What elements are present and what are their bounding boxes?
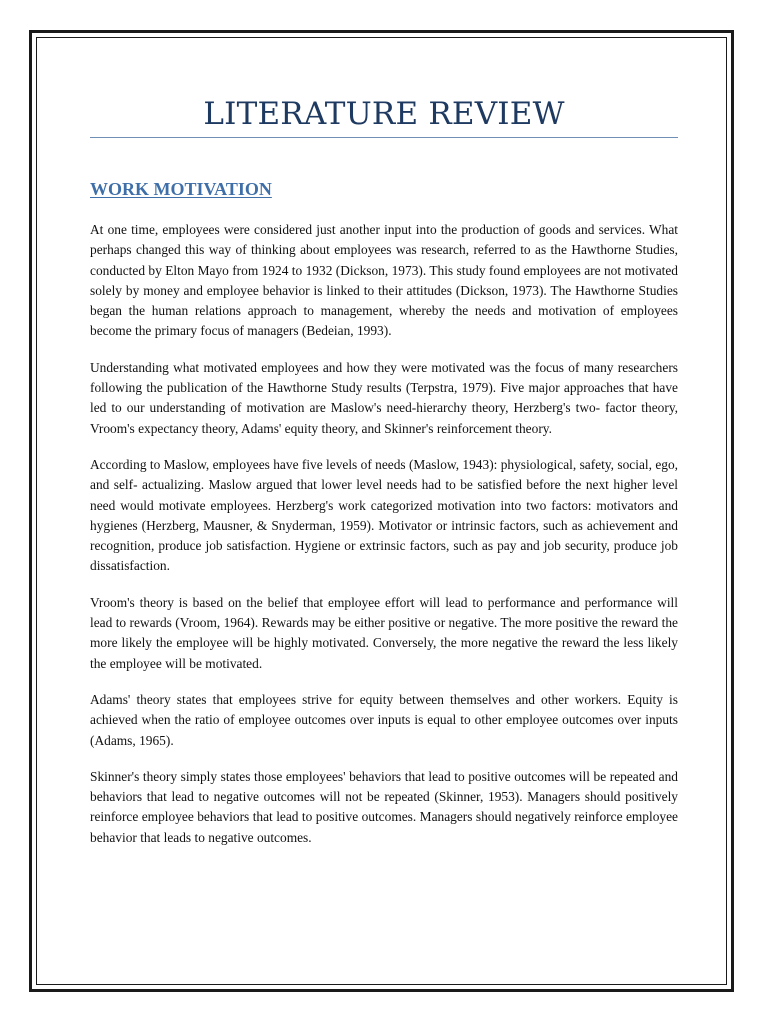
paragraph-motivation-approaches: Understanding what motivated employees and how they were motivated was the focus of many researchers following the publication of the Hawthorne Study results (Terpstra, 1979). Five major approaches that have led to our understanding of motivation are Maslow's need-hierarchy theory, Herzberg's two- factor theory, Vroom's expectancy theory, Adams' equity theory, and Skinner's reinforcement theory. xyxy=(90,359,678,436)
paragraph-maslow-herzberg: According to Maslow, employees have five levels of needs (Maslow, 1943): physiological, safety, social, ego, and self- actualizing. Maslow argued that lower level needs had to be satisfied before the next higher level need would motivate employees. Herzberg's work categorized motivation into two factors: motivators and hygienes (Herzberg, Mausner, & Snyderman, 1959). Motivator or intrinsic factors, such as achievement and recognition, produce job satisfaction. Hygiene or extrinsic factors, such as pay and job security, produce job dissatisfaction. xyxy=(90,456,678,574)
title-underline-rule xyxy=(90,137,678,138)
document-title: LITERATURE REVIEW xyxy=(203,96,565,132)
paragraph-vroom-theory: Vroom's theory is based on the belief that employee effort will lead to performance and performance will lead to rewards (Vroom, 1964). Rewards may be either positive or negative. The more positive the reward the more likely the employee will be highly motivated. Conversely, the more negative the reward the less likely the employee will be motivated. xyxy=(90,594,678,671)
section-heading: WORK MOTIVATION xyxy=(90,179,272,199)
paragraph-hawthorne-studies: At one time, employees were considered just another input into the production of goods and services. What perhaps changed this way of thinking about employees was research, referred to as the Hawthorne Studies, conducted by Elton Mayo from 1924 to 1932 (Dickson, 1973). This study found employees are not motivated solely by money and employee behavior is linked to their attitudes (Dickson, 1973). The Hawthorne Studies began the human relations approach to management, whereby the needs and motivation of employees become the primary focus of managers (Bedeian, 1993). xyxy=(90,222,678,339)
paragraph-adams-theory: Adams' theory states that employees strive for equity between themselves and other workers. Equity is achieved when the ratio of employee outcomes over inputs is equal to other employee outcomes over inputs (Adams, 1965). xyxy=(90,691,678,748)
document-body xyxy=(90,220,678,864)
paragraph-skinner-theory: Skinner's theory simply states those employees' behaviors that lead to positive outcomes will be repeated and behaviors that lead to negative outcomes will not be repeated (Skinner, 1953). Managers should positively reinforce employee behaviors that lead to positive outcomes. Managers should negatively reinforce employee behavior that leads to negative outcomes. xyxy=(90,768,678,845)
